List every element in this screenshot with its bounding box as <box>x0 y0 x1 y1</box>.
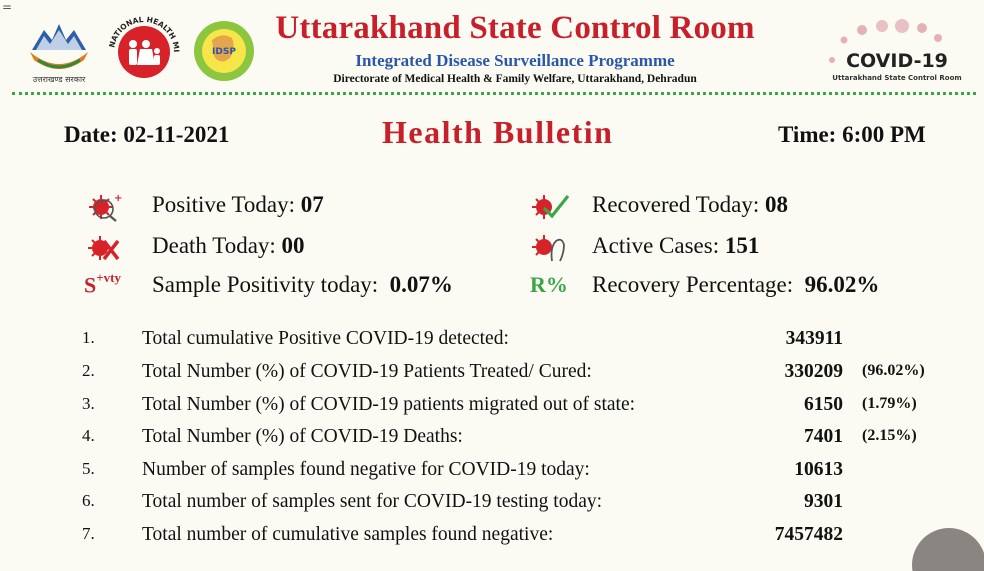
covid-control-room-logo <box>822 18 972 88</box>
row-number: 2. <box>82 361 95 380</box>
row-value: 343911 <box>785 328 843 349</box>
row-number: 4. <box>82 426 95 445</box>
idsp-text: IDSP <box>212 47 236 57</box>
positive-today-value: 07 <box>300 192 324 217</box>
bulletin-time: Time: 6:00 PM <box>778 122 926 147</box>
row-number: 3. <box>82 394 95 413</box>
list-item <box>0 328 984 358</box>
death-today-value: 00 <box>281 233 305 258</box>
nhm-arc-text: NATIONAL HEALTH MI <box>107 14 182 53</box>
row-value: 9301 <box>804 491 843 512</box>
recovered-today <box>592 192 788 218</box>
positive-today-label: Positive Today: <box>152 192 295 217</box>
uttarakhand-govt-logo <box>22 16 96 88</box>
svg-text:+: + <box>114 193 122 204</box>
covid-logo-caption: Uttarakhand State Control Room <box>832 74 962 82</box>
row-number: 1. <box>82 328 95 347</box>
menu-icon[interactable]: = <box>2 0 13 14</box>
active-cases-label: Active Cases: <box>592 233 720 258</box>
active-cases-value: 151 <box>724 233 760 258</box>
recovered-today-label: Recovered Today: <box>592 192 760 217</box>
directorate-text: Directorate of Medical Health & Family Welfare, Uttarakhand, Dehradun <box>333 73 697 85</box>
virus-search-icon <box>86 192 122 227</box>
sample-positivity-icon <box>84 272 121 298</box>
virus-hand-icon <box>530 233 570 268</box>
virus-cross-icon <box>86 233 122 268</box>
row-label: Total Number (%) of COVID-19 patients migrated out of state: <box>142 394 636 415</box>
positive-today <box>152 192 324 218</box>
row-number: 7. <box>82 524 95 543</box>
uttarakhand-caption: उत्तराखण्ड सरकार <box>32 75 86 84</box>
row-number: 6. <box>82 491 95 510</box>
row-label: Number of samples found negative for COVID-19 today: <box>142 459 590 480</box>
page-subtitle: Integrated Disease Surveillance Programme <box>355 51 675 70</box>
virus-check-icon <box>530 192 570 227</box>
recovery-percentage-icon: R% <box>530 272 568 297</box>
row-percentage: (2.15%) <box>862 427 917 444</box>
bulletin-date: Date: 02-11-2021 <box>64 122 230 147</box>
list-item <box>0 361 984 391</box>
row-percentage: (96.02%) <box>862 362 925 379</box>
sample-positivity-value: 0.07% <box>389 272 453 297</box>
row-label: Total number of samples sent for COVID-19 testing today: <box>142 491 603 512</box>
idsp-logo <box>192 18 256 84</box>
nhm-logo <box>104 14 184 88</box>
row-value: 7457482 <box>774 524 843 545</box>
page-title: Uttarakhand State Control Room <box>275 10 755 46</box>
death-today-label: Death Today: <box>152 233 276 258</box>
row-percentage: (1.79%) <box>862 395 917 412</box>
sample-positivity <box>152 272 453 298</box>
sample-positivity-icon-text: S <box>84 272 97 298</box>
row-value: 330209 <box>784 361 843 382</box>
active-cases <box>592 233 759 259</box>
bulletin-title: Health Bulletin <box>382 114 614 150</box>
recovered-today-value: 08 <box>764 192 788 217</box>
row-label: Total cumulative Positive COVID-19 detected: <box>142 328 509 349</box>
list-item <box>0 394 984 424</box>
row-value: 7401 <box>804 426 843 447</box>
list-item <box>0 459 984 489</box>
sample-positivity-label: Sample Positivity today: <box>152 272 379 297</box>
row-value: 6150 <box>804 394 843 415</box>
list-item <box>0 426 984 456</box>
row-number: 5. <box>82 459 95 478</box>
header-divider <box>12 92 976 95</box>
row-label: Total number of cumulative samples found negative: <box>142 524 554 545</box>
row-label: Total Number (%) of COVID-19 Patients Treated/ Cured: <box>142 361 592 382</box>
recovery-percentage <box>592 272 879 298</box>
death-today <box>152 233 305 259</box>
row-label: Total Number (%) of COVID-19 Deaths: <box>142 426 463 447</box>
row-value: 10613 <box>794 459 843 480</box>
covid-logo-title: COVID-19 <box>846 50 948 72</box>
list-item <box>0 491 984 521</box>
recovery-percentage-value: 96.02% <box>804 272 880 297</box>
list-item <box>0 524 984 554</box>
sample-positivity-icon-sup: +vty <box>96 270 121 285</box>
recovery-percentage-label: Recovery Percentage: <box>592 272 794 297</box>
